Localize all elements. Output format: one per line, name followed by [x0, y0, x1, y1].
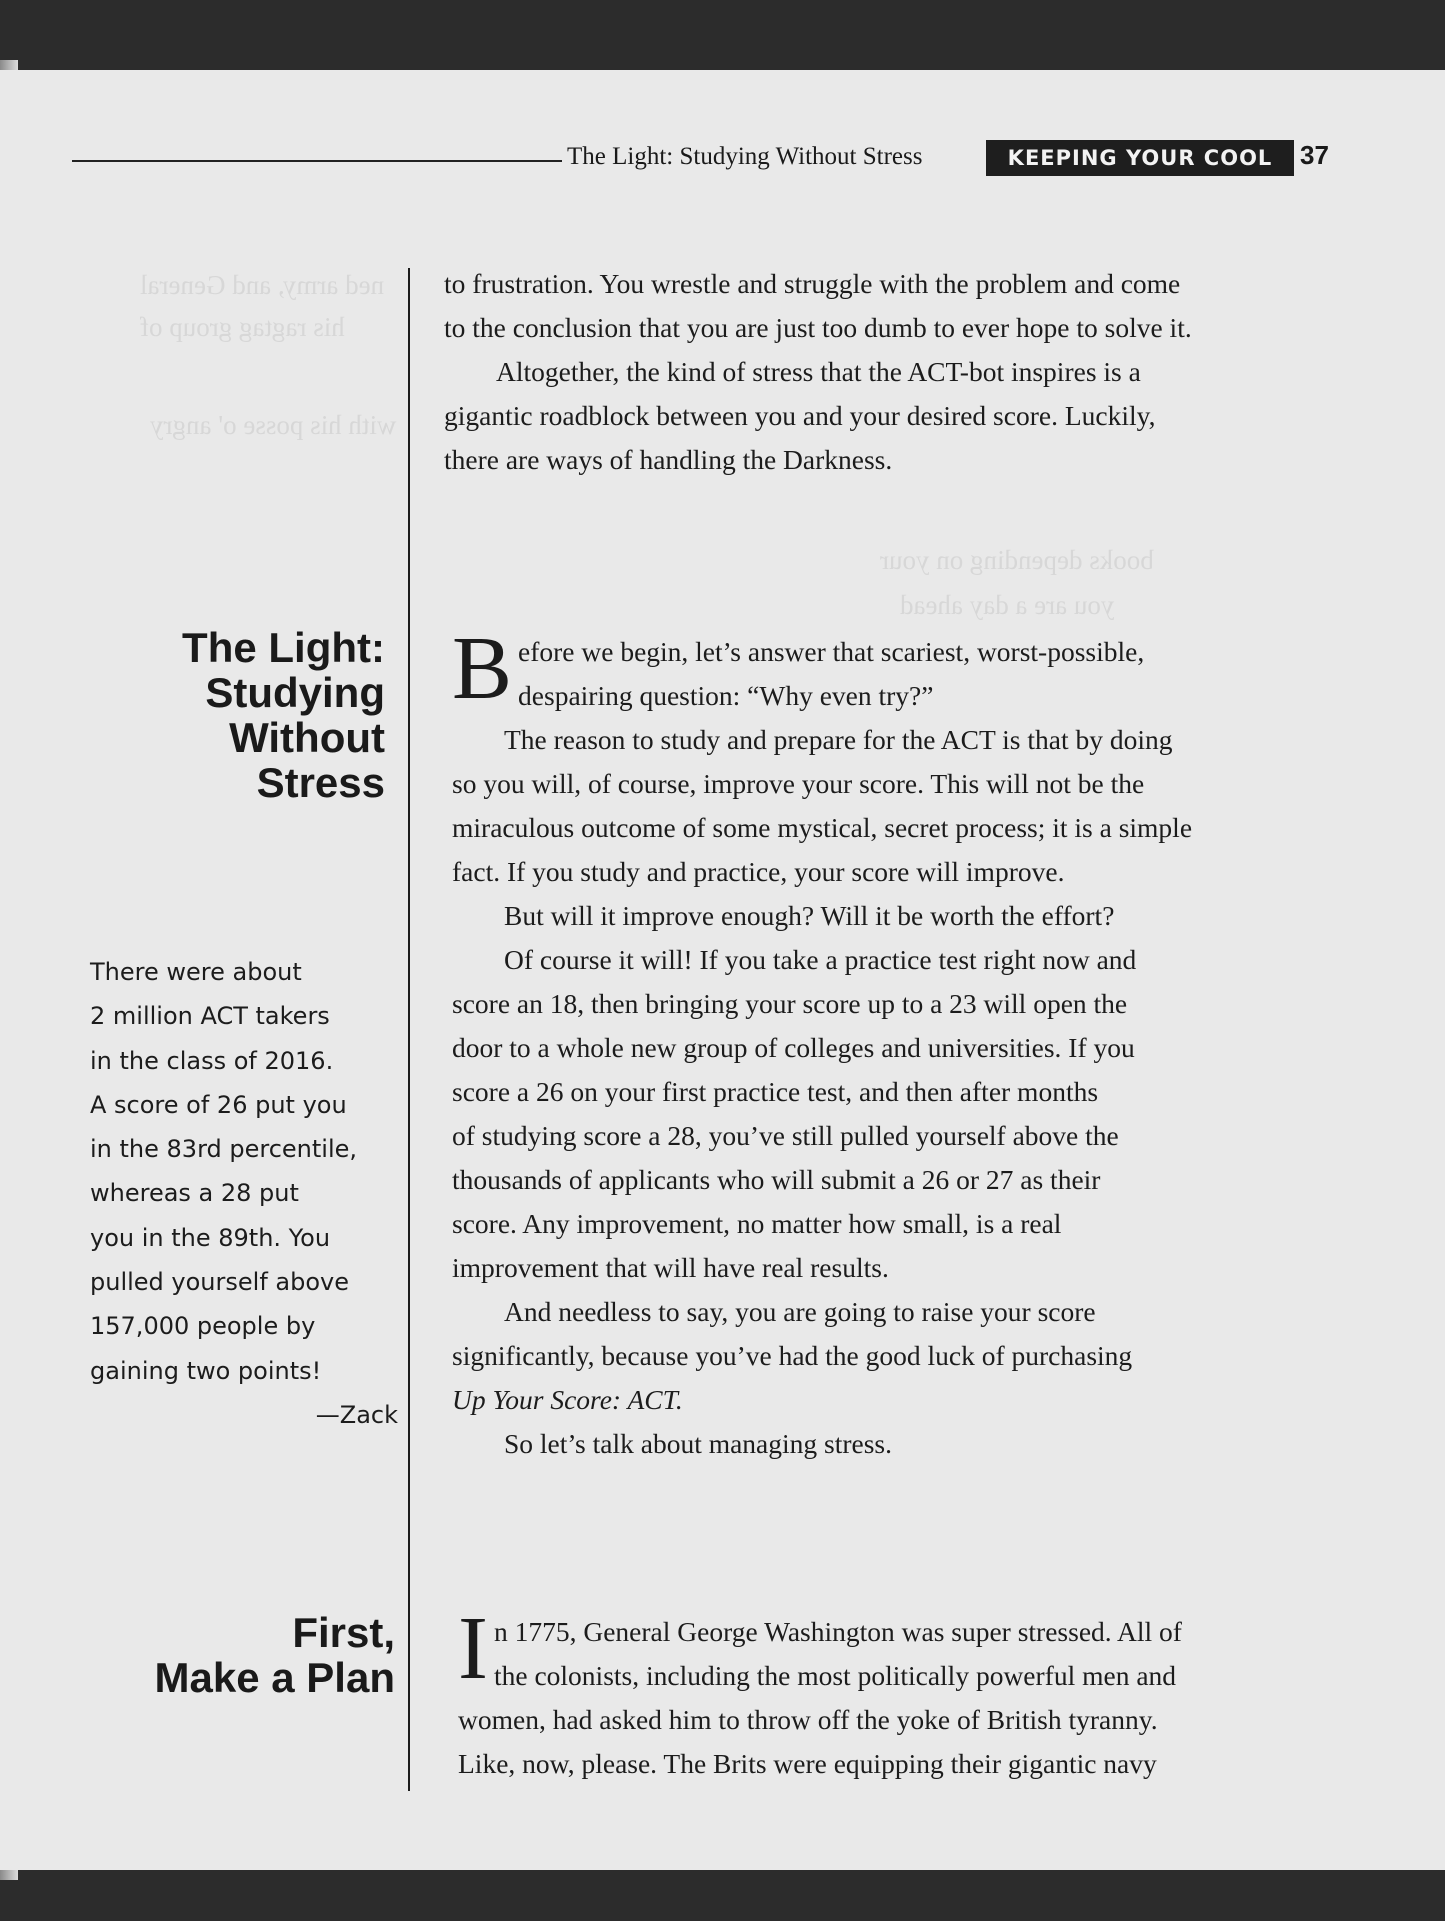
column-divider: [408, 268, 410, 1791]
text-line: to frustration. You wrestle and struggle with the problem and come: [444, 268, 1181, 299]
bleed-through-text: ned army, and General: [140, 270, 385, 300]
section-tab: KEEPING YOUR COOL: [986, 140, 1294, 176]
text-line: to the conclusion that you are just too dumb to ever hope to solve it.: [444, 312, 1192, 343]
note-line: in the 83rd percentile,: [90, 1135, 358, 1164]
text-line: miraculous outcome of some mystical, secret process; it is a simple: [452, 812, 1193, 843]
note-line: pulled yourself above: [90, 1268, 349, 1297]
text-line: Up Your Score: ACT.: [452, 1384, 683, 1415]
heading-line: Studying: [205, 669, 385, 716]
text-line: efore we begin, let’s answer that scariest, worst-possible,: [518, 636, 1145, 667]
paragraph: [458, 1599, 1333, 1698]
continuation-text: [444, 262, 1319, 482]
text-line: improvement that will have real results.: [452, 1252, 889, 1283]
text-line: gigantic roadblock between you and your desired score. Luckily,: [444, 400, 1156, 431]
text-line: But will it improve enough? Will it be worth the effort?: [504, 900, 1115, 931]
note-line: in the class of 2016.: [90, 1046, 334, 1075]
text-line: score an 18, then bringing your score up to a 23 will open the: [452, 988, 1128, 1019]
section-2-text: [458, 1599, 1333, 1786]
drop-cap: I: [458, 1599, 488, 1698]
sidenote: [90, 950, 400, 1437]
text-line: of studying score a 28, you’ve still pulled yourself above the: [452, 1120, 1119, 1151]
bleed-through-text: with his posse o' angry: [150, 410, 397, 440]
text-line: there are ways of handling the Darkness.: [444, 444, 893, 475]
header-rule: [72, 160, 562, 162]
heading-line: First,: [292, 1609, 395, 1656]
paragraph: [452, 619, 1327, 718]
text-line: significantly, because you’ve had the good luck of purchasing: [452, 1340, 1133, 1371]
note-signature: —Zack: [315, 1400, 398, 1429]
text-line: women, had asked him to throw off the yoke of British tyranny.: [458, 1704, 1158, 1735]
text-line: Altogether, the kind of stress that the ACT-bot inspires is a: [496, 356, 1141, 387]
note-line: 157,000 people by: [90, 1312, 316, 1341]
text-line: n 1775, General George Washington was super stressed. All of: [493, 1616, 1182, 1647]
bleed-through-text: you are a day ahead: [900, 590, 1115, 620]
note-line: 2 million ACT takers: [90, 1002, 330, 1031]
text-line: Like, now, please. The Brits were equipping their gigantic navy: [458, 1748, 1157, 1779]
heading-line: Without Stress: [229, 714, 385, 806]
text-line: fact. If you study and practice, your score will improve.: [452, 856, 1065, 887]
heading-line: Make a Plan: [154, 1654, 395, 1701]
text-line: the colonists, including the most politically powerful men and: [493, 1660, 1177, 1691]
text-line: door to a whole new group of colleges and universities. If you: [452, 1032, 1135, 1063]
bleed-through-text: his ragtag group of: [140, 312, 345, 342]
note-line: whereas a 28 put: [90, 1179, 299, 1208]
text-line: Of course it will! If you take a practice test right now and: [504, 944, 1137, 975]
heading-line: The Light:: [182, 624, 385, 671]
text-line: The reason to study and prepare for the ACT is that by doing: [504, 724, 1173, 755]
section-heading-make-a-plan: [90, 1610, 395, 1700]
section-1-text: [452, 619, 1327, 1466]
running-head: The Light: Studying Without Stress: [567, 143, 923, 170]
page-number: 37: [1300, 140, 1329, 170]
note-line: A score of 26 put you: [90, 1090, 347, 1119]
note-line: gaining two points!: [90, 1356, 322, 1385]
section-heading-the-light: [90, 625, 385, 805]
text-line: So let’s talk about managing stress.: [504, 1428, 893, 1459]
bleed-through-text: books depending on your: [880, 545, 1154, 575]
text-line: score. Any improvement, no matter how small, is a real: [452, 1208, 1062, 1239]
text-line: thousands of applicants who will submit a 26 or 27 as their: [452, 1164, 1101, 1195]
drop-cap: B: [452, 619, 513, 718]
text-line: despairing question: “Why even try?”: [518, 680, 934, 711]
note-line: you in the 89th. You: [90, 1223, 331, 1252]
note-line: There were about: [90, 958, 302, 986]
text-line: And needless to say, you are going to raise your score: [504, 1296, 1096, 1327]
text-line: score a 26 on your first practice test, and then after months: [452, 1076, 1099, 1107]
text-line: so you will, of course, improve your score. This will not be the: [452, 768, 1145, 799]
